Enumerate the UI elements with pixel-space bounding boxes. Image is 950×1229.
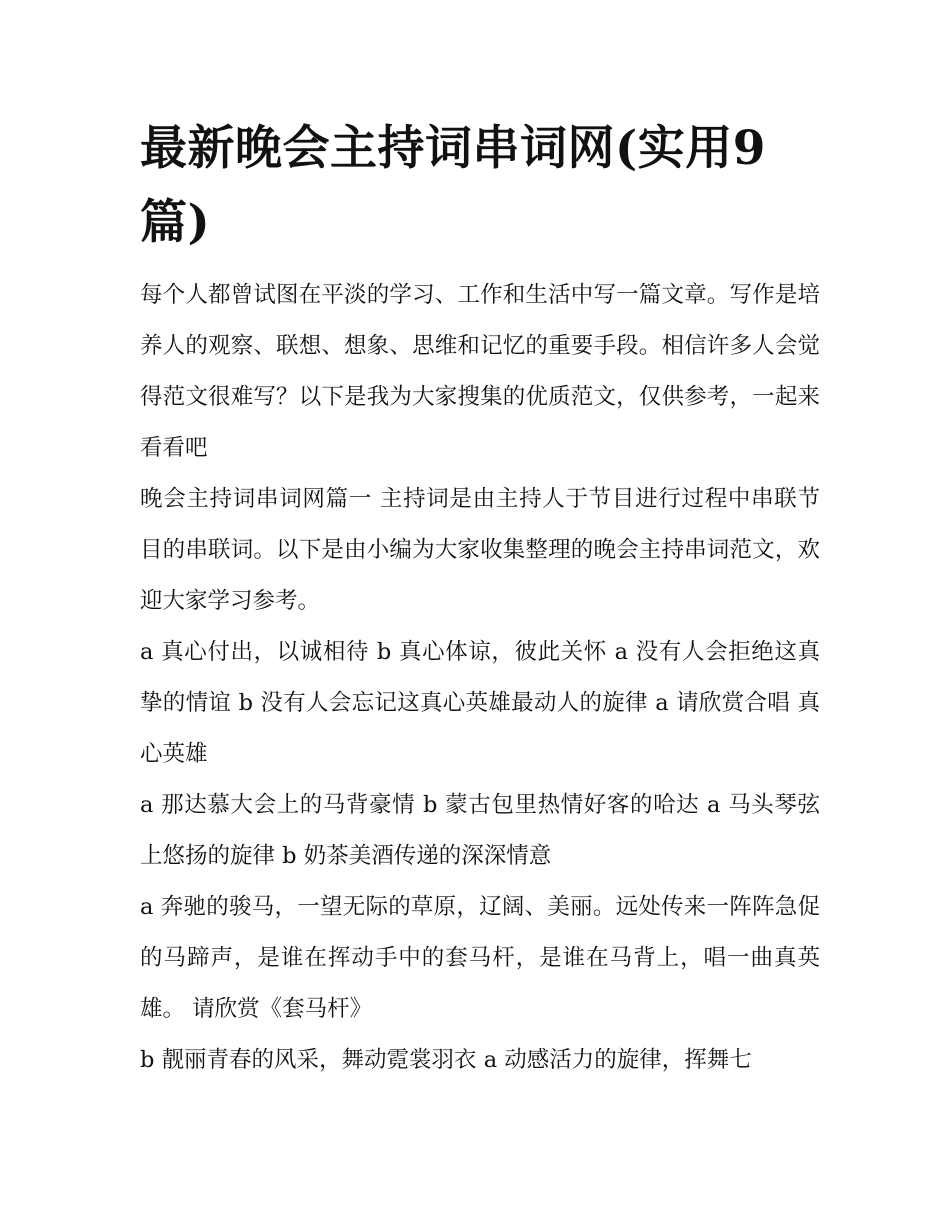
document-title: 最新晚会主持词串词网(实用9篇)	[140, 121, 766, 250]
paragraph-intro: 每个人都曾试图在平淡的学习、工作和生活中写一篇文章。写作是培养人的观察、联想、想象、思维和记忆的重要手段。相信许多人会觉得范文很难写？以下是我为大家搜集的优质范文，仅供参考，一起来看看吧	[140, 282, 820, 461]
paragraph-script-1: a 真心付出，以诚相待 b 真心体谅，彼此关怀 a 没有人会拒绝这真挚的情谊 b 没有人会忘记这真心英雄最动人的旋律 a 请欣赏合唱 真心英雄	[140, 639, 820, 767]
paragraph-script-2: a 那达慕大会上的马背豪情 b 蒙古包里热情好客的哈达 a 马头琴弦上悠扬的旋律 b 奶茶美酒传递的深深情意	[140, 792, 820, 869]
document-body	[140, 112, 820, 1086]
paragraph-section-one: 晚会主持词串词网篇一 主持词是由主持人于节目进行过程中串联节目的串联词。以下是由小编为大家收集整理的晚会主持串词范文，欢迎大家学习参考。	[140, 486, 820, 614]
paragraph-script-4: b 靓丽青春的风采，舞动霓裳羽衣 a 动感活力的旋律，挥舞七	[140, 1047, 752, 1073]
paragraph-script-3: a 奔驰的骏马，一望无际的草原，辽阔、美丽。远处传来一阵阵急促的马蹄声，是谁在挥动手中的套马杆，是谁在马背上，唱一曲真英雄。 请欣赏《套马杆》	[140, 894, 820, 1022]
